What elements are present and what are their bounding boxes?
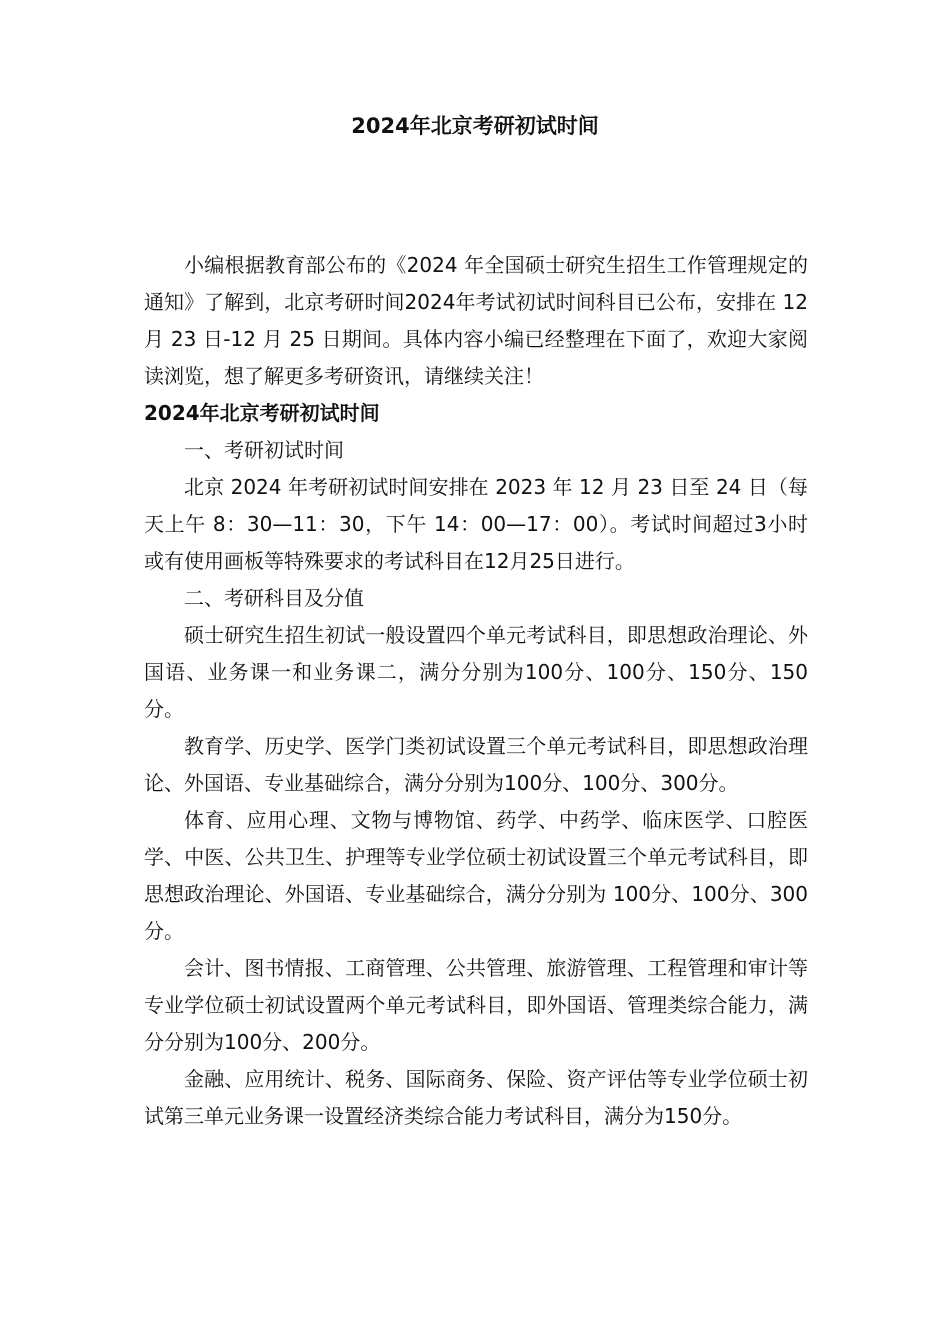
paragraph-subjects-general: 硕士研究生招生初试一般设置四个单元考试科目，即思想政治理论、外国语、业务课一和业务课二，满分分别为100分、100分、150分、150分。 [144,623,808,721]
paragraph-subjects-education: 教育学、历史学、医学门类初试设置三个单元考试科目，即思想政治理论、外国语、专业基础综合，满分分别为100分、100分、300分。 [144,734,808,795]
subsection-heading-exam-time: 一、考研初试时间 [184,438,344,462]
section-heading: 2024年北京考研初试时间 [144,401,380,425]
paragraph-subjects-professional: 体育、应用心理、文物与博物馆、药学、中药学、临床医学、口腔医学、中医、公共卫生、护理等专业学位硕士初试设置三个单元考试科目，即思想政治理论、外国语、专业基础综合，满分分别为 100分、100分、300分。 [144,808,808,943]
paragraph-subjects-management: 会计、图书情报、工商管理、公共管理、旅游管理、工程管理和审计等专业学位硕士初试设置两个单元考试科目，即外国语、管理类综合能力，满分分别为100分、200分。 [144,956,808,1054]
intro-paragraph: 小编根据教育部公布的《2024 年全国硕士研究生招生工作管理规定的通知》了解到，北京考研时间2024年考试初试时间科目已公布，安排在 12 月 23 日-12 月 25 日期间。具体内容小编已经整理在下面了，欢迎大家阅读浏览，想了解更多考研资讯，请继续关注！ [144,253,808,388]
document-title: 2024年北京考研初试时间 [351,114,599,138]
document-body [144,247,808,1135]
subsection-heading-subjects: 二、考研科目及分值 [184,586,364,610]
paragraph-exam-time: 北京 2024 年考研初试时间安排在 2023 年 12 月 23 日至 24 日（每天上午 8：30—11：30，下午 14：00—17：00）。考试时间超过3小时或有使用画板等特殊要求的考试科目在12月25日进行。 [144,475,808,573]
paragraph-subjects-finance: 金融、应用统计、税务、国际商务、保险、资产评估等专业学位硕士初试第三单元业务课一设置经济类综合能力考试科目，满分为150分。 [144,1067,808,1128]
